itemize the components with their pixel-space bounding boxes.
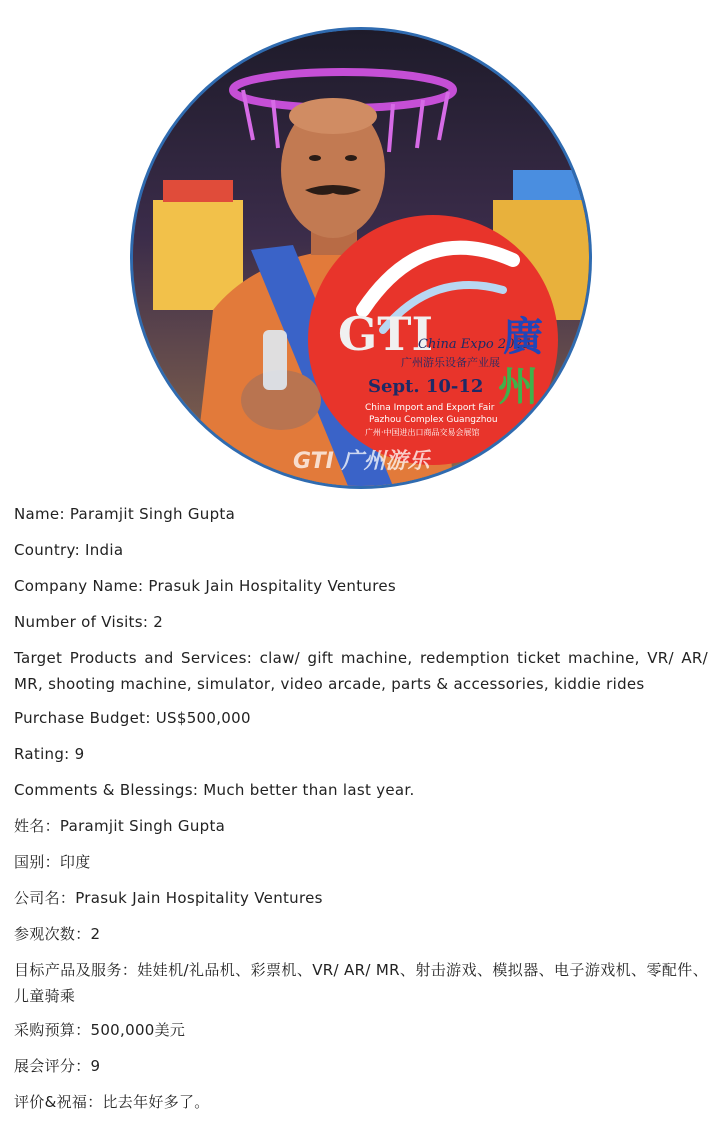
- sign-logo: GTI: [338, 307, 434, 361]
- sign-expo-cn: 广州游乐设备产业展: [401, 356, 500, 369]
- visits-cn: 参观次数：2: [14, 925, 101, 943]
- sign-dates: Sept. 10-12: [368, 376, 484, 397]
- name-en: Name: Paramjit Singh Gupta: [14, 505, 236, 523]
- rating-cn: 展会评分：9: [14, 1057, 101, 1075]
- sign-venue-1: China Import and Export Fair: [365, 403, 495, 413]
- sign-venue-cn: 广州·中国进出口商品交易会展馆: [365, 428, 480, 437]
- profile-photo: [133, 30, 589, 486]
- photo-illustration: [133, 30, 589, 486]
- sign-expo: China Expo 2025: [418, 337, 531, 352]
- visits-en: Number of Visits: 2: [14, 613, 164, 631]
- country-en: Country: India: [14, 541, 124, 559]
- country-cn: 国别：印度: [14, 853, 91, 871]
- company-cn: 公司名：Prasuk Jain Hospitality Ventures: [14, 889, 323, 907]
- rating-en: Rating: 9: [14, 745, 85, 763]
- name-cn: 姓名：Paramjit Singh Gupta: [14, 817, 226, 835]
- budget-cn: 采购预算：500,000美元: [14, 1021, 186, 1039]
- comments-cn: 评价&祝福：比去年好多了。: [14, 1093, 210, 1111]
- sign-big-cn-1: 廣: [503, 313, 543, 360]
- targets-cn: 目标产品及服务：娃娃机/礼品机、彩票机、VR/ AR/ MR、射击游戏、模拟器、电子游戏机、零配件、儿童骑乘: [14, 961, 708, 1005]
- photo-watermark: GTI 广州游乐: [293, 449, 430, 474]
- sign-venue-2: Pazhou Complex Guangzhou: [369, 415, 498, 425]
- profile-photo-frame: [130, 27, 592, 489]
- sign-big-cn-2: 州: [498, 363, 538, 410]
- budget-en: Purchase Budget: US$500,000: [14, 709, 251, 727]
- targets-en: Target Products and Services: claw/ gift machine, redemption ticket machine, VR/ AR/ MR, shooting machine, simulator, video arcade, parts & accessories, kiddie rides: [14, 649, 708, 693]
- visitor-profile: [14, 504, 708, 1128]
- comments-en: Comments & Blessings: Much better than last year.: [14, 781, 415, 799]
- company-en: Company Name: Prasuk Jain Hospitality Ventures: [14, 577, 396, 595]
